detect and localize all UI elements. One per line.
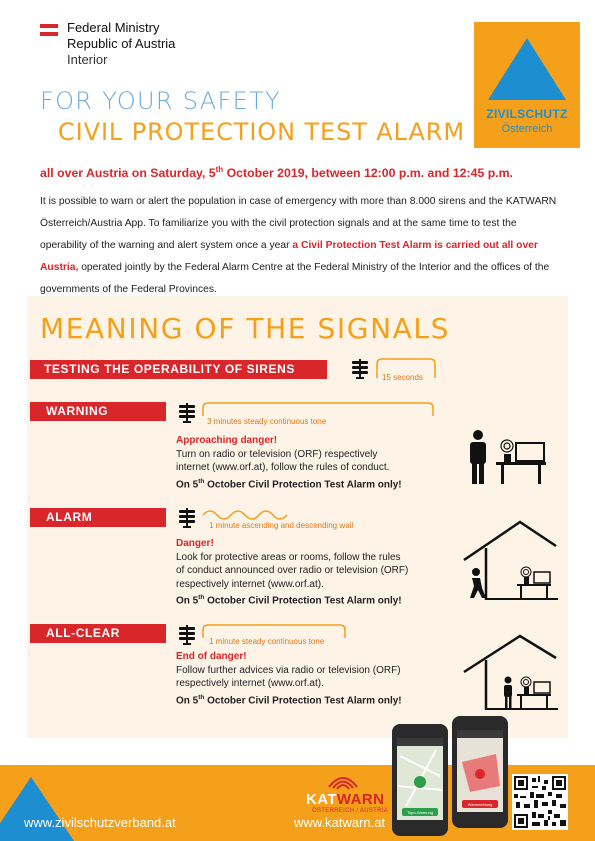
zivilschutz-triangle-icon [0, 775, 76, 841]
all-clear-label: ALL-CLEAR [30, 624, 166, 643]
katwarn-wordmark: KATWARN [306, 791, 385, 808]
intro-paragraph: It is possible to warn or alert the population in case of emergency with more than 8.000 sirens and the KATWARN Österreich/Austria App. To familiarize you with the civil protection signals and at the same time to test the operability of the warning and alert system once a year a Civil Protection Test Alarm is carried out all over Austria, operated jointly by the Federal Alarm Centre at the Federal Ministry of the Interior and the offices of the governments of the Federal Provinces. [40, 196, 557, 295]
ministry-line-1: Federal Ministry [67, 20, 160, 35]
katwarn-link[interactable]: www.katwarn.at [294, 815, 386, 830]
title-test-alarm: CIVIL PROTECTION TEST ALARM [58, 118, 465, 146]
alarm-heading: Danger! [176, 538, 214, 549]
test-tone-label: 15 seconds [382, 373, 423, 382]
zivilschutz-triangle-icon [486, 36, 568, 102]
warning-label: WARNING [30, 402, 166, 421]
alarm-tone-label: 1 minute ascending and descending wail [209, 521, 354, 530]
siren-icon [176, 507, 198, 529]
zivilschutz-logo [474, 22, 580, 148]
alarm-tone-curve [200, 506, 290, 522]
logo-subtitle: Österreich [501, 123, 553, 135]
smartphone-icon [392, 716, 510, 838]
austria-flag-icon [40, 24, 58, 36]
warning-description: Approaching danger! Turn on radio or television (ORF) respectively internet (www.orf.at), follow the rules of conduct. On 5th October Civil Protection Test Alarm only! [176, 435, 402, 490]
ministry-line-3: Interior [67, 52, 108, 67]
alarm-label: ALARM [30, 508, 166, 527]
house-running-person-icon [462, 518, 558, 602]
siren-icon [176, 624, 198, 646]
phone-left-button-label: Topo-Warnung [406, 810, 434, 815]
warning-tone-curve [200, 400, 436, 418]
katwarn-signal-icon [328, 775, 358, 791]
logo-name: ZIVILSCHUTZ [486, 107, 568, 121]
siren-icon [176, 402, 198, 424]
ministry-line-2: Republic of Austria [67, 36, 176, 51]
intro-highlight: a Civil Protection Test Alarm is carried out all over Austria, [40, 240, 538, 273]
ministry-name [67, 20, 267, 68]
alarm-description: Danger! Look for protective areas or rooms, follow the rules of conduct announced over radio or television (ORF) respectively internet (www.orf.at). On 5th October Civil Protection Test Alarm only! [176, 538, 409, 607]
test-operability-label: TESTING THE OPERABILITY OF SIRENS [30, 360, 327, 379]
all-clear-description: End of danger! Follow further advices via radio or television (ORF) respectively internet (www.orf.at). On 5th October Civil Protection Test Alarm only! [176, 651, 402, 706]
date-line: all over Austria on Saturday, 5th October 2019, between 12:00 p.m. and 12:45 p.m. [40, 165, 513, 181]
all-clear-tone-label: 1 minute steady continuous tone [209, 637, 325, 646]
signals-heading: MEANING OF THE SIGNALS [40, 312, 450, 345]
warning-heading: Approaching danger! [176, 435, 278, 446]
katwarn-logo [306, 775, 394, 815]
zivilschutzverband-link[interactable]: www.zivilschutzverband.at [24, 815, 176, 830]
qr-code-icon[interactable] [512, 774, 568, 830]
tv-person-icon [466, 428, 548, 486]
house-standing-person-icon [462, 632, 558, 712]
katwarn-subtitle: ÖSTERREICH / AUSTRIA [312, 808, 389, 814]
warning-tone-label: 3 minutes steady continuous tone [207, 417, 327, 426]
title-for-your-safety: FOR YOUR SAFETY [40, 87, 281, 115]
siren-icon [349, 358, 371, 380]
phone-right-button-label: Warnmeldung [467, 802, 493, 807]
all-clear-heading: End of danger! [176, 651, 247, 662]
